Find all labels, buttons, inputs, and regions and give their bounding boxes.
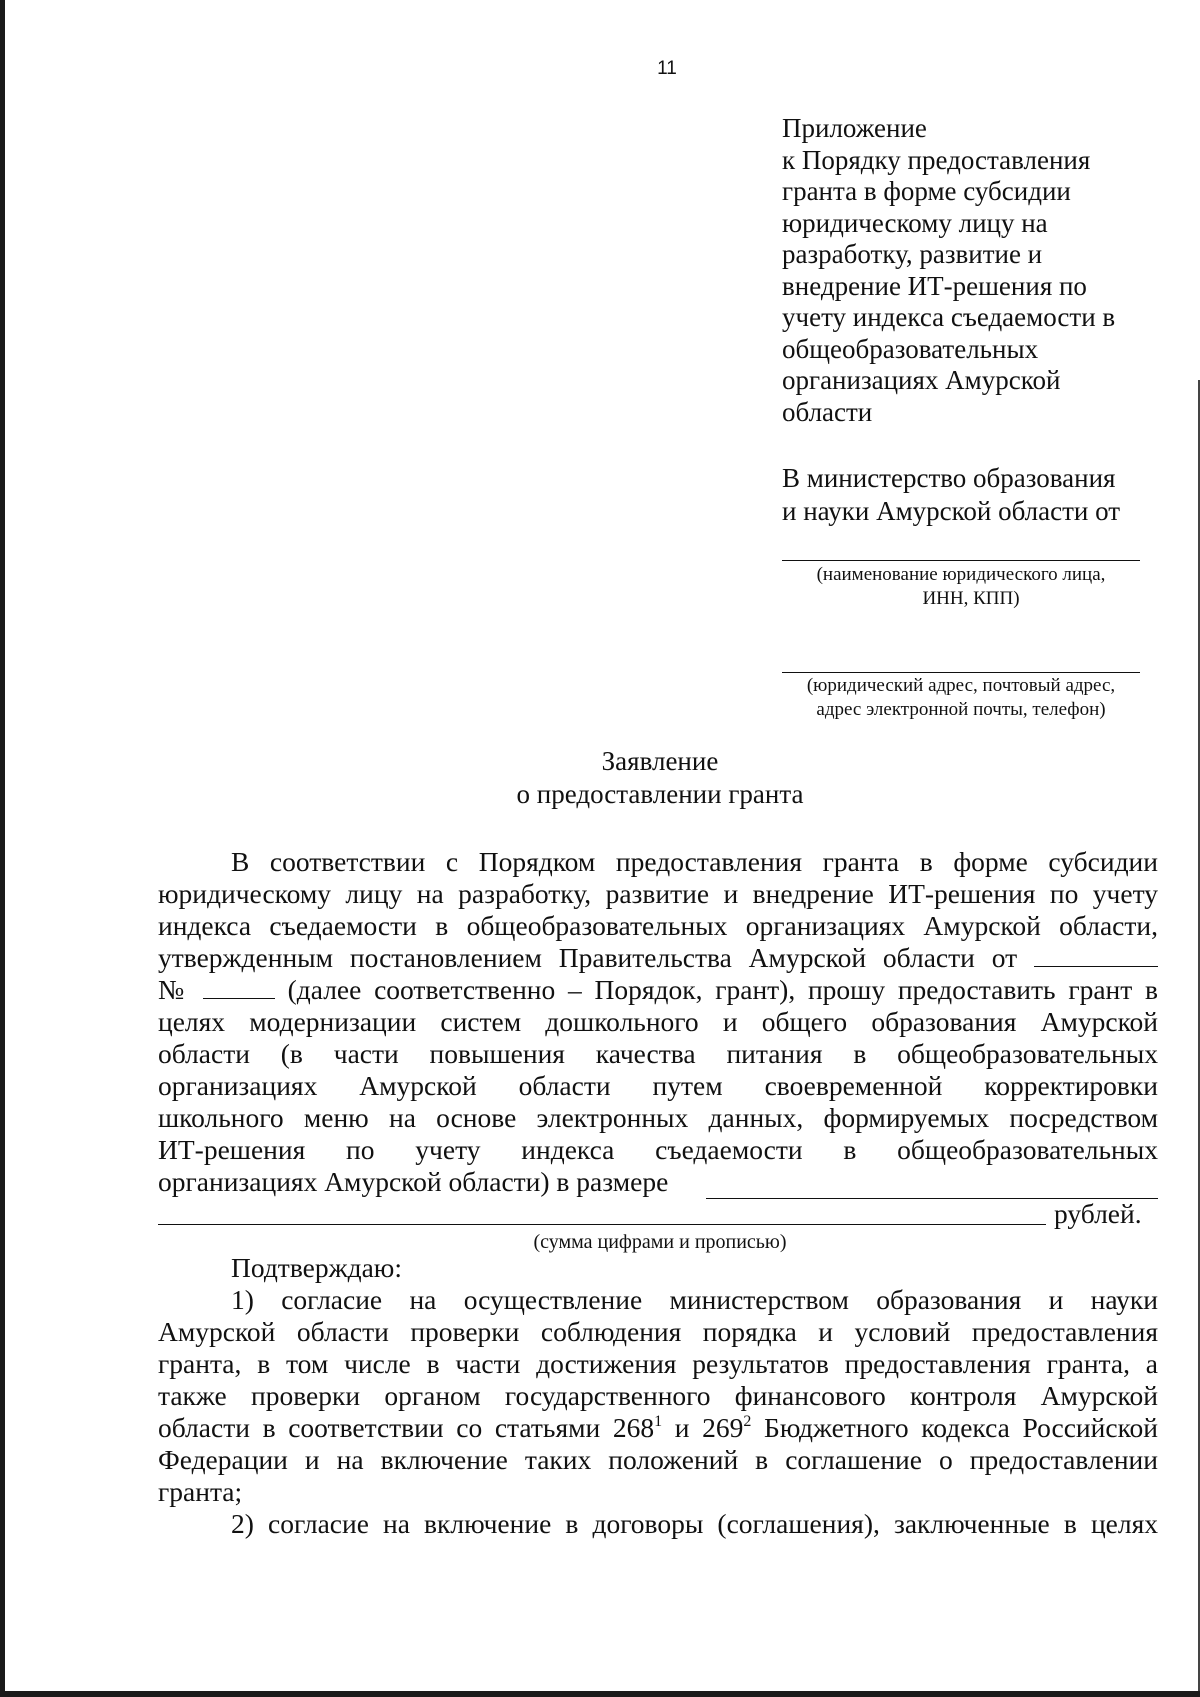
scan-left-edge — [0, 0, 5, 1697]
legal-name-blank — [782, 560, 1140, 561]
paragraph-line: организациях Амурской области путем своевременной корректировки — [158, 1070, 1158, 1101]
addressee-line: В министерство образования — [782, 463, 1116, 493]
application-paragraph — [158, 846, 1158, 1198]
grant-amount-blank-2 — [158, 1224, 1046, 1225]
scan-bottom-edge — [0, 1691, 1200, 1697]
paragraph-line: ИТ-решения по учету индекса съедаемости в общеобразовательных — [158, 1134, 1158, 1165]
item1-line: гранта, в том числе в части достижения результатов предоставления гранта, а — [158, 1348, 1158, 1379]
appendix-line: разработку, развитие и — [782, 239, 1043, 269]
item2-line: 2) согласие на включение в договоры (соглашения), заключенные в целях — [231, 1508, 1158, 1539]
address-caption — [782, 674, 1140, 722]
appendix-line: юридическому лицу на — [782, 207, 1048, 238]
page-number: 11 — [657, 58, 677, 79]
paragraph-line: организациях Амурской области) в размере — [158, 1166, 669, 1197]
document-title — [460, 745, 860, 811]
title-line: о предоставлении гранта — [516, 779, 804, 809]
confirm-heading: Подтверждаю: — [231, 1252, 402, 1283]
grant-amount-row — [158, 1198, 1158, 1230]
appendix-line: к Порядку предоставления — [782, 144, 1091, 175]
caption-line: адрес электронной почты, телефон) — [816, 699, 1106, 720]
paragraph-line: юридическому лицу на разработку, развитие и внедрение ИТ-решения по учету — [158, 878, 1158, 909]
paragraph-line: индекса съедаемости в общеобразовательных организациях Амурской области, — [158, 910, 1158, 941]
caption-line: (юридический адрес, почтовый адрес, — [806, 675, 1116, 696]
paragraph-line: утвержденным постановлением Правительства Амурской области от — [158, 942, 1158, 974]
confirmation-section — [158, 1252, 1158, 1540]
appendix-line: Приложение — [782, 113, 927, 143]
paragraph-line: № (далее соответственно – Порядок, грант), прошу предоставить грант в — [158, 974, 1159, 1005]
legal-name-caption — [782, 563, 1140, 611]
appendix-line: гранта в форме субсидии — [782, 176, 1071, 206]
item1-line: гранта; — [158, 1476, 243, 1507]
caption-line: (наименование юридического лица, — [816, 564, 1106, 585]
sum-caption: (сумма цифрами и прописью) — [533, 1231, 787, 1253]
title-line: Заявление — [601, 746, 719, 776]
appendix-line: внедрение ИТ-решения по — [782, 270, 1087, 301]
addressee-line: и науки Амурской области от — [782, 496, 1121, 526]
item1-line: Амурской области проверки соблюдения порядка и условий предоставления — [158, 1316, 1158, 1347]
addressee-block — [782, 462, 1192, 528]
item1-line: 1) согласие на осуществление министерством образования и науки — [231, 1284, 1158, 1315]
appendix-line: общеобразовательных — [782, 333, 1039, 364]
appendix-line: учету индекса съедаемости в — [782, 302, 1116, 332]
item1-line: области в соответствии со статьями $268^1$ и $269^2$ Бюджетного кодекса Российской — [158, 1412, 1159, 1443]
appendix-header — [782, 113, 1192, 428]
item1-line: также проверки органом государственного финансового контроля Амурской — [158, 1380, 1158, 1411]
caption-line: ИНН, КПП) — [922, 588, 1020, 609]
address-blank — [782, 672, 1140, 673]
resolution-number-blank — [203, 974, 275, 999]
paragraph-line: целях модернизации систем дошкольного и общего образования Амурской — [158, 1006, 1158, 1037]
appendix-line: организациях Амурской — [782, 365, 1061, 395]
resolution-date-blank — [1034, 942, 1158, 967]
appendix-line: области — [782, 396, 873, 427]
paragraph-line: школьного меню на основе электронных данных, формируемых посредством — [158, 1102, 1158, 1133]
rubles-label: рублей. — [1054, 1198, 1142, 1229]
item1-line: Федерации и на включение таких положений в соглашение о предоставлении — [158, 1444, 1158, 1475]
paragraph-line: области (в части повышения качества питания в общеобразовательных — [158, 1038, 1158, 1069]
paragraph-line: В соответствии с Порядком предоставления гранта в форме субсидии — [231, 846, 1158, 877]
